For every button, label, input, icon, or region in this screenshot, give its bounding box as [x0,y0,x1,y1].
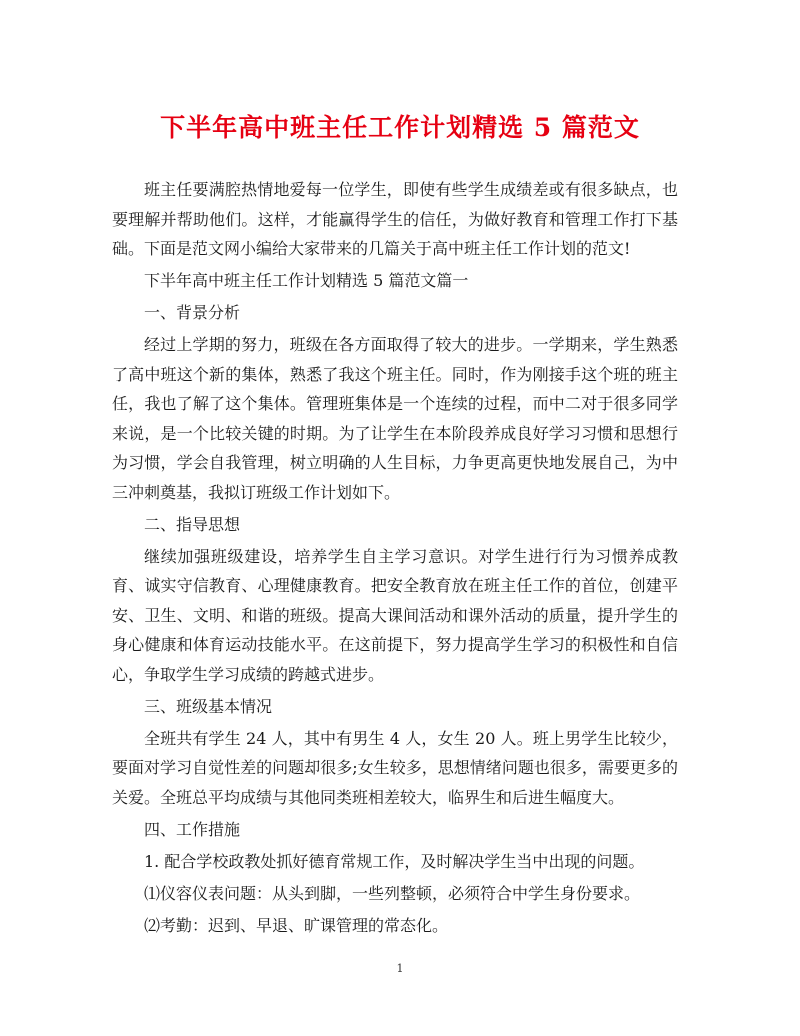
document-body [112,175,678,943]
body-paragraph: 全班共有学生 24 人，其中有男生 4 人，女生 20 人。班上男学生比较少，要面对学习自觉性差的问题却很多;女生较多，思想情绪问题也很多，需要更多的关爱。全班总平均成绩与其他同类班相差较大，临界生和后进生幅度大。 [112,728,678,807]
body-paragraph: 经过上学期的努力，班级在各方面取得了较大的进步。一学期来，学生熟悉了高中班这个新的集体，熟悉了我这个班主任。同时，作为刚接手这个班的班主任，我也了解了这个集体。管理班集体是一个连续的过程，而中二对于很多同学来说，是一个比较关键的时期。为了让学生在本阶段养成良好学习习惯和思想行为习惯，学会自我管理，树立明确的人生目标，力争更高更快地发展自己，为中三冲刺奠基，我拟订班级工作计划如下。 [112,335,678,502]
section-heading: 三、班级基本情况 [144,696,273,716]
document-title: 下半年高中班主任工作计划精选 5 篇范文 [160,113,640,142]
list-item: ⑴仪容仪表问题：从头到脚，一些列整顿，必须符合中学生身份要求。 [144,883,641,903]
section-heading: 二、指导思想 [144,514,241,534]
section-heading: 下半年高中班主任工作计划精选 5 篇范文篇一 [144,271,469,290]
page-number: 1 [396,962,404,975]
body-paragraph: 继续加强班级建设，培养学生自主学习意识。对学生进行行为习惯养成教育、诚实守信教育、心理健康教育。把安全教育放在班主任工作的首位，创建平安、卫生、文明、和谐的班级。提高大课间活动和课外活动的质量，提升学生的身心健康和体育运动技能水平。在这前提下，努力提高学生学习的积极性和自信心，争取学生学习成绩的跨越式进步。 [112,546,678,684]
section-heading: 四、工作措施 [144,819,241,839]
list-item: 1. 配合学校政教处抓好德育常规工作，及时解决学生当中出现的问题。 [144,851,645,871]
intro-paragraph: 班主任要满腔热情地爱每一位学生，即使有些学生成绩差或有很多缺点，也要理解并帮助他们。这样，才能赢得学生的信任，为做好教育和管理工作打下基础。下面是范文网小编给大家带来的几篇关于高中班主任工作计划的范文! [112,180,678,258]
list-item: ⑵考勤：迟到、早退、旷课管理的常态化。 [144,915,449,935]
section-heading: 一、背景分析 [144,303,241,322]
